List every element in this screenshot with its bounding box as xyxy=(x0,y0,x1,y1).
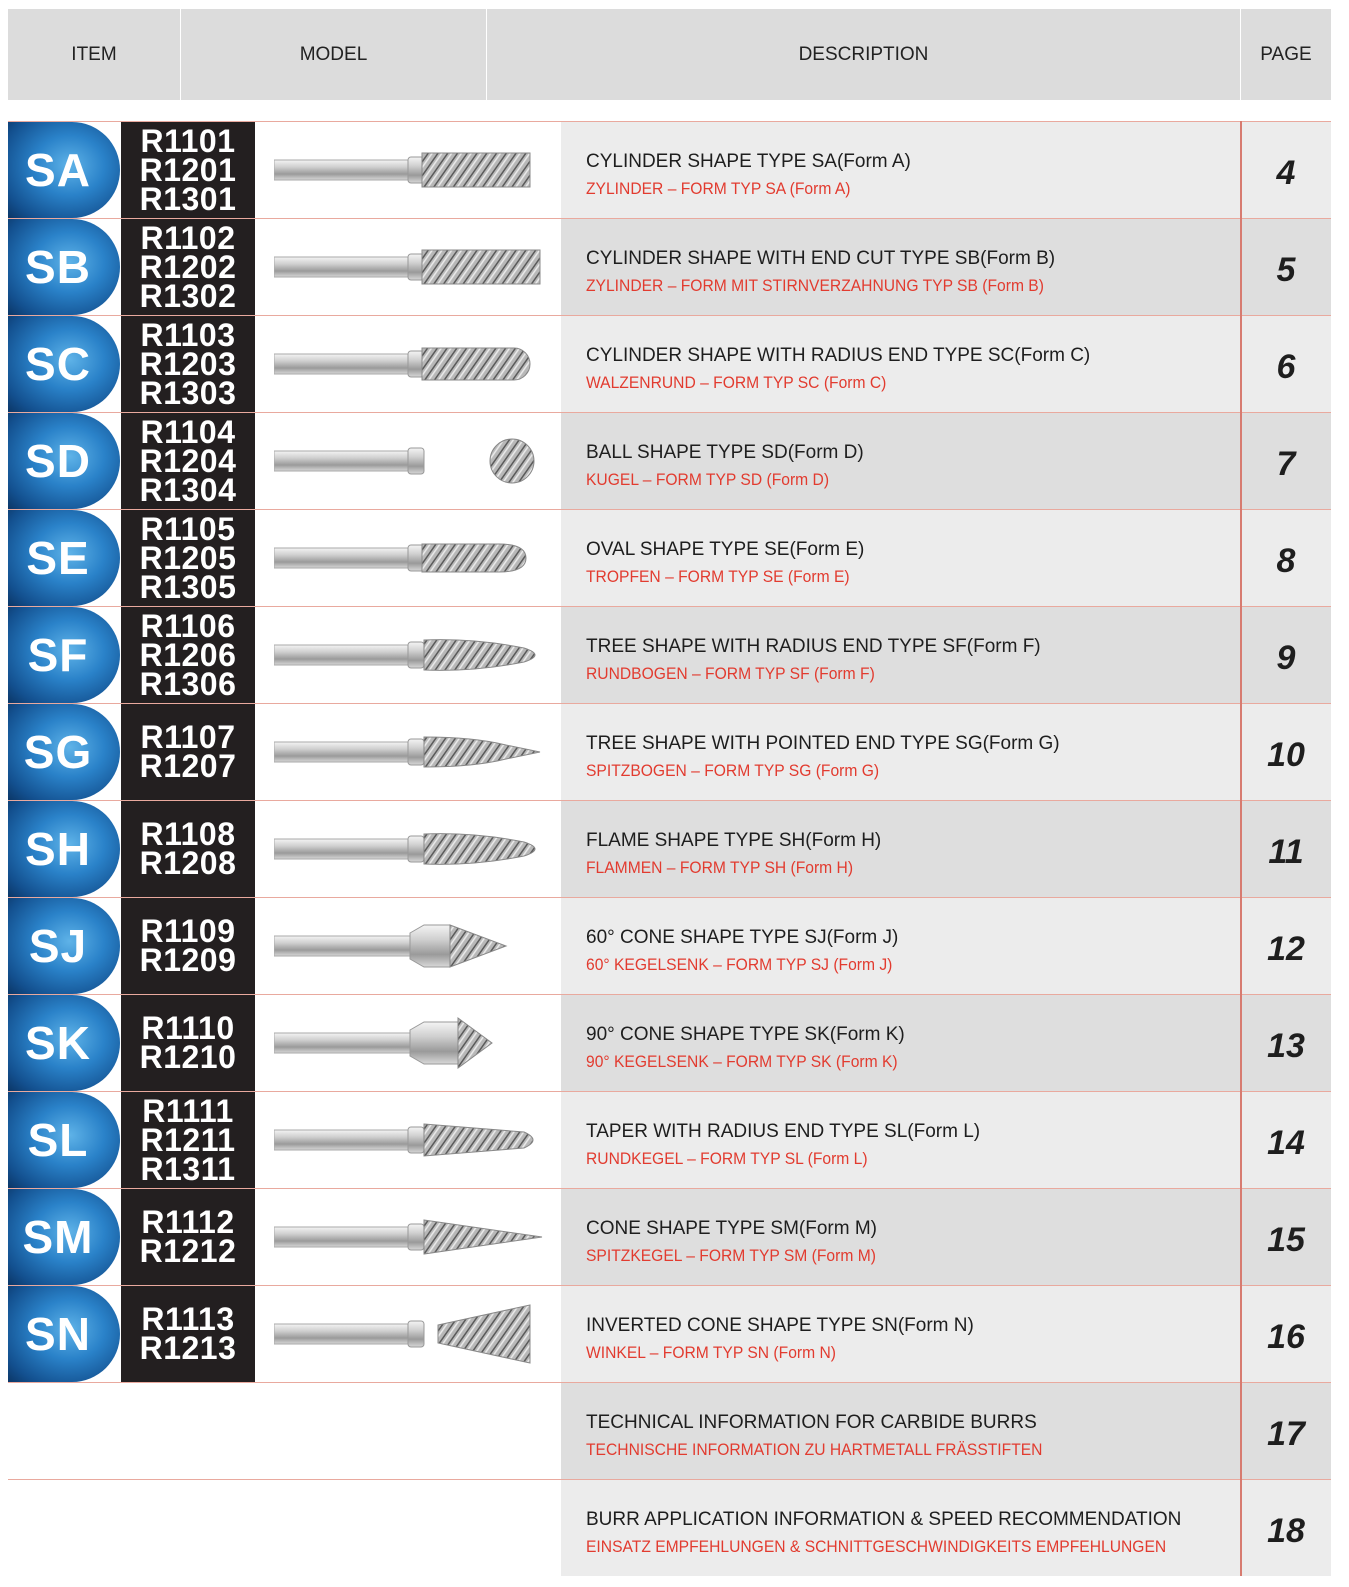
description-german: TECHNISCHE INFORMATION ZU HARTMETALL FRÄSSTIFTEN xyxy=(586,1440,1043,1459)
model-number: R1206 xyxy=(139,636,237,673)
item-badge xyxy=(8,219,120,315)
model-cell xyxy=(121,1286,255,1382)
page-number: 12 xyxy=(1267,930,1305,968)
description-text xyxy=(586,1218,901,1266)
description-english: CONE SHAPE TYPE SM(Form M) xyxy=(586,1218,878,1239)
item-badge xyxy=(8,1286,120,1382)
description-german: RUNDKEGEL – FORM TYP SL (Form L) xyxy=(586,1149,868,1168)
header-page: PAGE xyxy=(1260,43,1312,65)
model-number: R1103 xyxy=(140,316,236,353)
burr-tool-image xyxy=(274,1202,544,1272)
description-german: WINKEL – FORM TYP SN (Form N) xyxy=(586,1343,836,1362)
description-english: BALL SHAPE TYPE SD(Form D) xyxy=(586,442,864,463)
burr-tool-image xyxy=(274,523,544,593)
item-code: SJ xyxy=(28,920,88,972)
page-number: 10 xyxy=(1267,736,1305,774)
table-row xyxy=(8,606,1331,703)
item-code: SE xyxy=(26,532,90,584)
description-text xyxy=(586,1315,974,1363)
model-number: R1201 xyxy=(139,151,237,188)
table-row xyxy=(8,1188,1331,1285)
table-row xyxy=(8,994,1331,1091)
model-number: R1203 xyxy=(139,345,237,382)
item-badge xyxy=(8,122,120,218)
burr-tool-image xyxy=(274,620,544,690)
table-row xyxy=(8,1091,1331,1188)
model-number: R1208 xyxy=(139,845,237,881)
model-number: R1213 xyxy=(139,1330,237,1366)
table-row xyxy=(8,412,1331,509)
model-number: R1207 xyxy=(139,748,237,784)
table-row xyxy=(8,1382,1331,1479)
item-badge xyxy=(8,995,120,1091)
description-german: SPITZBOGEN – FORM TYP SG (Form G) xyxy=(586,761,880,780)
burr-tool-image xyxy=(274,814,544,884)
item-code: SN xyxy=(25,1308,91,1360)
model-cell xyxy=(121,219,255,315)
description-german: RUNDBOGEN – FORM TYP SF (Form F) xyxy=(586,664,875,683)
description-english: TAPER WITH RADIUS END TYPE SL(Form L) xyxy=(586,1121,981,1142)
table-row xyxy=(8,1479,1331,1576)
model-number: R1113 xyxy=(141,1301,235,1337)
model-number: R1301 xyxy=(139,180,237,217)
page-number: 8 xyxy=(1276,542,1296,580)
header-item: ITEM xyxy=(71,43,117,65)
table-header xyxy=(8,9,1331,100)
model-cell xyxy=(121,1189,255,1285)
page-number: 4 xyxy=(1276,154,1296,192)
burr-tool-image xyxy=(274,1008,544,1078)
burr-tool-image xyxy=(274,911,544,981)
description-german: 90° KEGELSENK – FORM TYP SK (Form K) xyxy=(586,1052,898,1071)
burr-tool-image xyxy=(274,232,544,302)
description-text xyxy=(586,442,864,490)
model-number: R1110 xyxy=(141,1010,235,1046)
page-number: 11 xyxy=(1268,833,1304,871)
table-row xyxy=(8,509,1331,606)
description-text xyxy=(586,539,873,587)
item-badge xyxy=(8,1189,120,1285)
description-text xyxy=(586,345,1090,393)
model-number: R1108 xyxy=(140,816,236,852)
model-number: R1210 xyxy=(139,1039,237,1075)
model-number: R1112 xyxy=(141,1204,235,1240)
table-row xyxy=(8,218,1331,315)
description-text xyxy=(586,636,1041,684)
description-german: SPITZKEGEL – FORM TYP SM (Form M) xyxy=(586,1246,876,1265)
model-cell xyxy=(121,995,255,1091)
model-number: R1107 xyxy=(140,719,236,755)
description-english: BURR APPLICATION INFORMATION & SPEED RECOMMENDATION xyxy=(586,1509,1182,1530)
table-row xyxy=(8,703,1331,800)
description-text xyxy=(586,1024,925,1072)
model-number: R1302 xyxy=(139,277,237,314)
page-number: 9 xyxy=(1276,639,1296,677)
burr-tool-image xyxy=(274,1105,544,1175)
burr-tool-image xyxy=(274,329,544,399)
page-number: 6 xyxy=(1276,348,1296,386)
description-text xyxy=(586,927,919,975)
model-cell xyxy=(121,1092,255,1188)
description-english: CYLINDER SHAPE TYPE SA(Form A) xyxy=(586,151,911,172)
item-code: SM xyxy=(22,1211,94,1263)
item-code: SD xyxy=(25,435,91,487)
burr-tool-image xyxy=(274,426,544,496)
model-cell xyxy=(121,704,255,800)
description-english: TREE SHAPE WITH POINTED END TYPE SG(Form G) xyxy=(586,733,1060,754)
header-model: MODEL xyxy=(299,43,368,65)
item-code: SL xyxy=(27,1114,89,1166)
item-code: SG xyxy=(23,726,93,778)
model-number: R1306 xyxy=(139,665,237,702)
description-english: OVAL SHAPE TYPE SE(Form E) xyxy=(586,539,865,560)
description-german: KUGEL – FORM TYP SD (Form D) xyxy=(586,470,830,489)
description-text xyxy=(586,1509,1217,1557)
model-number: R1209 xyxy=(139,942,237,978)
description-english: CYLINDER SHAPE WITH END CUT TYPE SB(Form B) xyxy=(586,248,1056,269)
description-german: ZYLINDER – FORM TYP SA (Form A) xyxy=(586,179,851,198)
description-german: 60° KEGELSENK – FORM TYP SJ (Form J) xyxy=(586,955,893,974)
table-row xyxy=(8,800,1331,897)
description-german: WALZENRUND – FORM TYP SC (Form C) xyxy=(586,373,887,392)
item-badge xyxy=(8,413,120,509)
description-german: TROPFEN – FORM TYP SE (Form E) xyxy=(586,567,850,586)
item-badge xyxy=(8,1092,120,1188)
page-number: 13 xyxy=(1267,1027,1305,1065)
description-text xyxy=(586,1412,1082,1460)
burr-tool-image xyxy=(274,717,544,787)
description-english: 90° CONE SHAPE TYPE SK(Form K) xyxy=(586,1024,905,1045)
model-cell xyxy=(121,510,255,606)
model-number: R1104 xyxy=(140,413,236,450)
page-number: 14 xyxy=(1267,1124,1305,1162)
model-cell xyxy=(121,607,255,703)
page-number: 16 xyxy=(1267,1318,1305,1356)
burr-tool-image xyxy=(274,135,544,205)
description-text xyxy=(586,733,1060,781)
model-cell xyxy=(121,316,255,412)
model-cell xyxy=(121,801,255,897)
description-german: ZYLINDER – FORM MIT STIRNVERZAHNUNG TYP SB (Form B) xyxy=(586,276,1044,295)
page-number: 7 xyxy=(1276,445,1296,483)
item-code: SF xyxy=(27,629,89,681)
model-cell xyxy=(121,413,255,509)
description-german: EINSATZ EMPFEHLUNGEN & SCHNITTGESCHWINDIGKEITS EMPFEHLUNGEN xyxy=(586,1537,1167,1556)
table-row xyxy=(8,315,1331,412)
model-number: R1303 xyxy=(139,374,237,411)
model-number: R1204 xyxy=(139,442,237,479)
page-number: 5 xyxy=(1276,251,1296,289)
item-badge xyxy=(8,898,120,994)
table-row xyxy=(8,897,1331,994)
description-german: FLAMMEN – FORM TYP SH (Form H) xyxy=(586,858,854,877)
description-text xyxy=(586,830,881,878)
description-text xyxy=(586,151,911,199)
description-english: TECHNICAL INFORMATION FOR CARBIDE BURRS xyxy=(586,1412,1037,1433)
model-number: R1109 xyxy=(140,913,236,949)
item-badge xyxy=(8,801,120,897)
item-code: SK xyxy=(25,1017,91,1069)
description-english: TREE SHAPE WITH RADIUS END TYPE SF(Form F) xyxy=(586,636,1041,657)
burr-tool-image xyxy=(274,1299,544,1369)
item-badge xyxy=(8,316,120,412)
item-code: SB xyxy=(25,241,91,293)
model-number: R1101 xyxy=(140,122,236,159)
description-english: FLAME SHAPE TYPE SH(Form H) xyxy=(586,830,882,851)
model-number: R1212 xyxy=(139,1233,237,1269)
model-number: R1205 xyxy=(139,539,237,576)
description-english: INVERTED CONE SHAPE TYPE SN(Form N) xyxy=(586,1315,974,1336)
description-text xyxy=(586,248,1084,296)
page-number: 17 xyxy=(1267,1415,1305,1453)
model-number: R1105 xyxy=(140,510,236,547)
table-row xyxy=(8,1285,1331,1382)
item-badge xyxy=(8,510,120,606)
description-english: CYLINDER SHAPE WITH RADIUS END TYPE SC(Form C) xyxy=(586,345,1091,366)
description-english: 60° CONE SHAPE TYPE SJ(Form J) xyxy=(586,927,899,948)
model-cell xyxy=(121,122,255,218)
item-code: SH xyxy=(25,823,91,875)
model-number: R1211 xyxy=(140,1121,236,1158)
header-description: DESCRIPTION xyxy=(798,43,929,65)
model-number: R1111 xyxy=(142,1092,234,1129)
page-number: 18 xyxy=(1267,1512,1305,1550)
model-number: R1202 xyxy=(139,248,237,285)
model-number: R1304 xyxy=(139,471,237,508)
model-number: R1106 xyxy=(140,607,236,644)
model-cell xyxy=(121,898,255,994)
model-number: R1102 xyxy=(140,219,236,256)
item-badge xyxy=(8,704,120,800)
model-number: R1311 xyxy=(140,1150,236,1187)
item-code: SC xyxy=(25,338,91,390)
item-badge xyxy=(8,607,120,703)
page-number: 15 xyxy=(1267,1221,1305,1259)
description-text xyxy=(586,1121,980,1169)
item-code: SA xyxy=(25,144,91,196)
table-row xyxy=(8,121,1331,218)
model-number: R1305 xyxy=(139,568,237,605)
